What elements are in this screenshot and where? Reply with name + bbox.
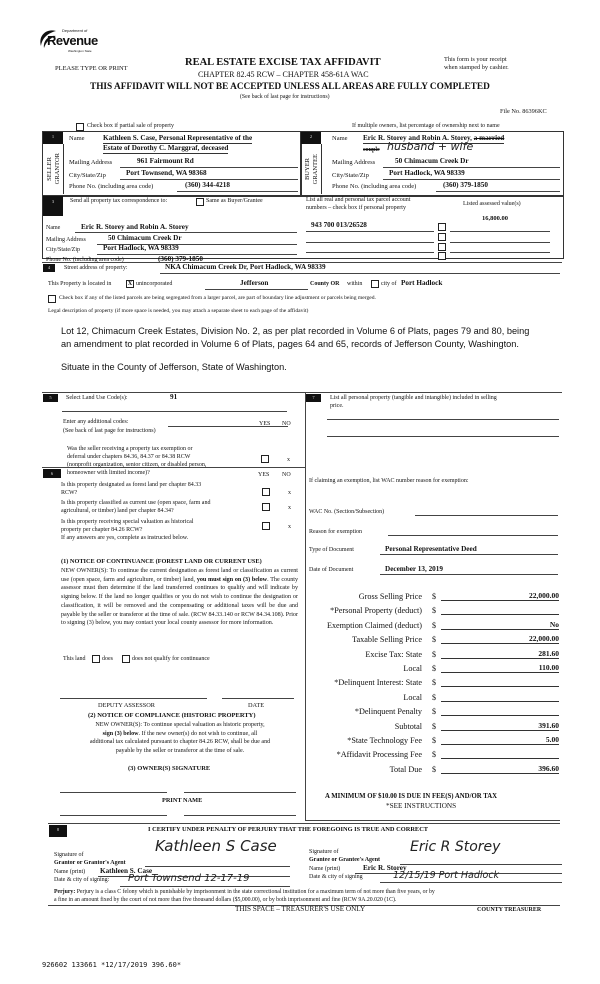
historic-q2: property per chapter 84.26 RCW? xyxy=(61,527,143,533)
corr-mailing-label: Mailing Address xyxy=(46,237,86,243)
fee-value[interactable]: 396.60 xyxy=(441,764,559,774)
corr-city[interactable]: Port Hadlock, WA 98339 xyxy=(103,244,179,252)
doc-type[interactable]: Personal Representative Deed xyxy=(385,545,477,553)
fee-value[interactable]: No xyxy=(441,620,559,630)
reason-field[interactable] xyxy=(388,535,558,536)
segregated-checkbox[interactable] xyxy=(48,295,56,303)
legal-label: Legal description of property (if more space is needed, you may attach a separate sheet to each page of the affidavit) xyxy=(48,308,309,314)
buyer-handwritten: husband + wife xyxy=(387,140,474,153)
parcel-number[interactable]: 943 700 013/26528 xyxy=(311,221,367,229)
personal-property-checkbox-1[interactable] xyxy=(438,223,446,231)
currency-sign: $ xyxy=(432,620,436,630)
exemption-no-answer[interactable]: x xyxy=(287,457,290,463)
seller-phone[interactable]: (360) 344-4218 xyxy=(185,181,230,189)
receipt-note-2: when stamped by cashier. xyxy=(444,64,509,71)
perjury-line-2: a fine in an amount fixed by the court of not more than five thousand dollars ($5,000.00), or by both imprisonment and fine (RCW 9A.20.020 (1C). xyxy=(54,897,397,903)
doc-type-label: Type of Document xyxy=(309,547,354,553)
exemption-q1: Was the seller receiving a property tax exemption or xyxy=(67,446,193,452)
grantor-signature[interactable]: Kathleen S Case xyxy=(155,837,277,855)
grantee-signature[interactable]: Eric R Storey xyxy=(410,839,501,855)
notice1-title: (1) NOTICE OF CONTINUANCE (FOREST LAND OR CURRENT USE) xyxy=(61,558,262,565)
parcel-header-1: List all real and personal tax parcel account xyxy=(306,197,411,203)
seller-label: SELLER xyxy=(45,157,53,181)
corr-name-label: Name xyxy=(46,225,61,231)
seller-side-label xyxy=(43,144,64,194)
buyer-side-label xyxy=(301,144,322,194)
form-subtitle: CHAPTER 82.45 RCW – CHAPTER 458-61A WAC xyxy=(198,70,369,79)
city-of-label: city of xyxy=(381,281,397,287)
cashier-stamp: 926602 133661 *12/17/2019 396.60* xyxy=(42,961,182,969)
land-use-label: Select Land Use Code(s): xyxy=(66,395,128,401)
fee-label: Exemption Claimed (deduct) xyxy=(326,620,422,630)
print-name-label: PRINT NAME xyxy=(162,797,203,804)
fee-label: Excise Tax: State xyxy=(365,649,422,659)
seller-name-label: Name xyxy=(69,135,85,142)
if-yes-note: If any answers are yes, complete as instructed below. xyxy=(61,535,189,541)
street-label: Street address of property: xyxy=(64,265,128,271)
fee-label: Local xyxy=(403,692,422,702)
reason-label: Reason for exemption xyxy=(309,529,362,535)
grantor-label: GRANTOR xyxy=(53,153,61,185)
same-as-buyer-label: Same as Buyer/Grantee xyxy=(206,198,263,204)
buyer-phone-label: Phone No. (including area code) xyxy=(332,183,417,190)
personal-property-label-2: price. xyxy=(330,403,344,409)
currency-sign: $ xyxy=(432,592,436,601)
historic-q1: Is this property receiving special valuation as historical xyxy=(61,519,194,525)
warning: THIS AFFIDAVIT WILL NOT BE ACCEPTED UNLESS ALL AREAS ARE FULLY COMPLETED xyxy=(90,82,490,92)
current-use-no-answer[interactable]: x xyxy=(288,505,291,511)
property-city[interactable]: Port Hadlock xyxy=(401,279,443,287)
buyer-mailing-label: Mailing Address xyxy=(332,159,376,166)
grantee-sig-of: Signature of xyxy=(309,849,339,855)
county-treasurer: COUNTY TREASURER xyxy=(477,907,542,913)
seller-phone-label: Phone No. (including area code) xyxy=(69,183,154,190)
corr-city-label: City/State/Zip xyxy=(46,247,80,253)
doc-date-label: Date of Document xyxy=(309,567,354,573)
personal-property-checkbox-2[interactable] xyxy=(438,233,446,241)
same-as-buyer-checkbox[interactable] xyxy=(196,198,204,206)
county[interactable]: Jefferson xyxy=(240,279,269,287)
seller-name-line2[interactable]: Estate of Dorothy C. Marggraf, deceased xyxy=(103,144,229,152)
logo-revenue: Revenue xyxy=(47,33,98,48)
fee-label: Subtotal xyxy=(394,721,422,731)
fee-value[interactable]: 281.60 xyxy=(441,649,559,659)
currency-sign: $ xyxy=(432,678,436,688)
section-4-badge: 4 xyxy=(43,264,55,272)
fee-value[interactable] xyxy=(441,605,559,615)
currency-sign: $ xyxy=(432,692,436,702)
grantee-label: GRANTEE xyxy=(311,153,319,185)
current-use-q2: agricultural, or timber) land per chapter 84.34? xyxy=(61,508,174,514)
currency-sign: $ xyxy=(432,736,436,745)
deputy-assessor-label: DEPUTY ASSESSOR xyxy=(98,702,155,709)
within-label: within xyxy=(347,281,363,287)
does-label: does xyxy=(102,656,113,662)
section-1-badge: 1 xyxy=(43,132,63,144)
fee-label: *Delinquent Interest: State xyxy=(334,678,422,688)
historic-no-answer[interactable]: x xyxy=(288,524,291,530)
form-title: REAL ESTATE EXCISE TAX AFFIDAVIT xyxy=(185,57,381,68)
fee-value[interactable] xyxy=(441,677,559,687)
fee-label: Gross Selling Price xyxy=(358,592,422,601)
correspondence-label: Send all property tax correspondence to: xyxy=(70,198,168,204)
partial-sale-checkbox[interactable] xyxy=(76,123,84,131)
doc-date[interactable]: December 13, 2019 xyxy=(385,565,443,573)
assessed-header: Listed assessed value(s) xyxy=(463,201,521,207)
fee-value[interactable]: 110.00 xyxy=(441,663,559,673)
parcel-header-2: numbers – check box if personal property xyxy=(306,205,406,211)
buyer-label: BUYER xyxy=(303,157,311,181)
receipt-note-1: This form is your receipt xyxy=(444,56,507,63)
buyer-phone[interactable]: (360) 379-1850 xyxy=(443,181,488,189)
seller-mailing-label: Mailing Address xyxy=(69,159,113,166)
unincorporated-label: unincorporated xyxy=(136,281,173,287)
current-use-q1: Is this property classified as current use (open space, farm and xyxy=(61,500,211,506)
currency-sign: $ xyxy=(432,750,436,760)
grantee-date-city[interactable]: 12/15/19 Port Hadlock xyxy=(393,870,500,881)
buyer-struck-1: a married xyxy=(473,134,505,142)
no-header-5: NO xyxy=(282,421,291,427)
wac-no-field[interactable] xyxy=(415,515,558,516)
does-not-checkbox[interactable] xyxy=(122,655,130,663)
owner-signature-label: (3) OWNER(S) SIGNATURE xyxy=(128,765,211,772)
currency-sign: $ xyxy=(432,707,436,717)
seller-city[interactable]: Port Townsend, WA 98368 xyxy=(126,169,207,177)
logo-state: Washington State xyxy=(68,49,92,53)
notice1-body: NEW OWNER(S): To continue the current designation as forest land or classification as current use (open space, farm and agriculture, or timber) land, you must sign on (3) below. The county assessor must then determine if the land transferred continues to qualify and will indicate by signing below. If the land no longer qualifies or you do not wish to continue the designation or classification, it will be removed and the compensating or additional taxes will be due and payable by the seller or transferor at the time of sale. (RCW 84.33.140 or RCW 84.34.108). Prior to signing (3) below, you may contact your local county assessor for more information. xyxy=(61,568,298,627)
fee-value[interactable]: 22,000.00 xyxy=(441,591,559,601)
grantee-agent-label: Grantee or Grantee's Agent xyxy=(309,857,381,863)
seller-city-label: City/State/Zip xyxy=(69,172,106,179)
current-use-yes-checkbox[interactable] xyxy=(262,503,270,511)
no-header-6: NO xyxy=(282,472,291,478)
currency-sign: $ xyxy=(432,635,436,645)
perjury-line-1: Perjury: Perjury is a class C felony which is punishable by imprisonment in the state correctional institution for a maximum term of not more than five years, or by xyxy=(54,889,435,895)
notice2-body: NEW OWNER(S): To continue special valuation as historic property, sign (3) below. If the new owner(s) do not wish to continue, all additional tax calculated pursuant to chapter 84.26 RCW, shall be due and payable by the seller or transferor at the time of sale. xyxy=(89,722,271,754)
see-back: (See back of last page for instructions) xyxy=(240,94,330,100)
unincorporated-checkbox[interactable]: X xyxy=(127,281,133,287)
fee-label: Taxable Selling Price xyxy=(352,635,422,645)
multiple-owners-label: If multiple owners, list percentage of ownership next to name xyxy=(352,123,500,129)
seller-mailing[interactable]: 961 Fairmount Rd xyxy=(137,157,194,165)
yes-header-6: YES xyxy=(258,472,270,478)
assessed-value[interactable]: 16,800.00 xyxy=(482,215,508,222)
notice2-title: (2) NOTICE OF COMPLIANCE (HISTORIC PROPERTY) xyxy=(88,712,256,719)
minimum-notice: A MINIMUM OF $10.00 IS DUE IN FEE(S) AND/OR TAX xyxy=(325,793,498,800)
wac-no-label: WAC No. (Section/Subsection) xyxy=(309,509,385,515)
currency-sign: $ xyxy=(432,764,436,774)
fee-value[interactable] xyxy=(441,692,559,702)
section-7-badge: 7 xyxy=(306,394,321,402)
section-5-badge: 5 xyxy=(43,394,58,402)
fee-value[interactable]: 22,000.00 xyxy=(441,634,559,644)
grantor-date-label: Date & city of signing: xyxy=(54,877,110,883)
fee-value[interactable]: 391.60 xyxy=(441,721,559,731)
grantee-date-label: Date & city of signing xyxy=(309,874,363,880)
personal-property-checkbox-3[interactable] xyxy=(438,243,446,251)
grantor-date-city[interactable]: Port Townsend 12-17-19 xyxy=(128,873,250,884)
dor-logo xyxy=(38,26,100,62)
currency-sign: $ xyxy=(432,649,436,659)
does-checkbox[interactable] xyxy=(92,655,100,663)
fee-value[interactable] xyxy=(441,706,559,716)
buyer-city[interactable]: Port Hadlock, WA 98339 xyxy=(389,169,465,177)
land-use-code[interactable]: 91 xyxy=(170,393,178,401)
fee-value[interactable] xyxy=(441,749,559,759)
buyer-name-label: Name xyxy=(332,135,348,142)
exemption-q2: deferral under chapters 84.36, 84.37 or 84.38 RCW xyxy=(67,454,191,460)
grantee-name[interactable]: Eric R. Storey xyxy=(363,864,407,872)
logo-dept: Department of xyxy=(62,28,88,33)
corr-mailing[interactable]: 50 Chimacum Creek Dr xyxy=(108,234,182,242)
buyer-mailing[interactable]: 50 Chimacum Creek Dr xyxy=(395,157,469,165)
personal-property-checkbox-4[interactable] xyxy=(438,252,446,260)
corr-phone[interactable]: (360) 379-1850 xyxy=(158,255,203,263)
grantor-name[interactable]: Kathleen S. Case xyxy=(100,867,153,875)
buyer-struck-2: couple xyxy=(363,147,380,153)
currency-sign: $ xyxy=(432,606,436,616)
additional-codes-label: Enter any additional codes: xyxy=(63,419,129,425)
date-label: DATE xyxy=(248,702,265,709)
treasurer-use: THIS SPACE – TREASURER'S USE ONLY xyxy=(235,905,366,913)
corr-phone-label: Phone No. (including area code) xyxy=(46,257,124,263)
currency-sign: $ xyxy=(432,721,436,731)
forest-yes-checkbox[interactable] xyxy=(262,488,270,496)
segregated-label: Check box if any of the listed parcels are being segregated from a larger parcel, are part of boundary line adjustment or parcels being merged. xyxy=(59,295,376,301)
within-city-checkbox[interactable] xyxy=(371,280,379,288)
currency-sign: $ xyxy=(432,664,436,673)
forest-no-answer[interactable]: x xyxy=(288,490,291,496)
see-back-5: (See back of last page for instructions) xyxy=(63,428,156,434)
fee-label: *State Technology Fee xyxy=(347,736,422,745)
this-land-label: This land xyxy=(63,656,86,662)
grantor-agent-label: Grantor or Grantor's Agent xyxy=(54,860,126,866)
see-instructions: *SEE INSTRUCTIONS xyxy=(386,802,457,810)
personal-property-label-1: List all personal property (tangible and intangible) included in selling xyxy=(330,395,497,401)
forest-q1: Is this property designated as forest land per chapter 84.33 xyxy=(61,482,202,488)
please-type: PLEASE TYPE OR PRINT xyxy=(55,65,128,72)
exemption-wac-label: If claiming an exemption, list WAC number reason for exemption: xyxy=(309,478,469,484)
grantor-name-label: Name (print) xyxy=(54,869,86,875)
corr-name[interactable]: Eric R. Storey and Robin A. Storey xyxy=(81,223,189,231)
certify-statement: I CERTIFY UNDER PENALTY OF PERJURY THAT THE FOREGOING IS TRUE AND CORRECT xyxy=(148,826,429,833)
historic-yes-checkbox[interactable] xyxy=(262,522,270,530)
fee-value[interactable]: 5.00 xyxy=(441,735,559,745)
file-no: File No. 86396KC xyxy=(500,108,547,115)
fee-label: Total Due xyxy=(389,764,422,774)
legal-description-2: an amendment to plat recorded in Volume 6 of Plats, pages 64 and 65, records of Jefferson County, Washington. xyxy=(61,339,519,349)
fee-label: *Personal Property (deduct) xyxy=(330,606,422,616)
does-not-label: does not qualify for continuance xyxy=(132,656,210,662)
yes-header-5: YES xyxy=(259,421,271,427)
seller-name-line1[interactable]: Kathleen S. Case, Personal Representative of the xyxy=(103,134,253,142)
fee-label: Local xyxy=(403,664,422,673)
section-2-badge: 2 xyxy=(301,132,321,144)
property-street[interactable]: NKA Chimacum Creek Dr, Port Hadlock, WA 98339 xyxy=(165,263,326,271)
grantee-name-label: Name (print) xyxy=(309,866,341,872)
partial-sale-label: Check box if partial sale of property xyxy=(87,123,174,129)
buyer-city-label: City/State/Zip xyxy=(332,172,369,179)
forest-q2: RCW? xyxy=(61,490,78,496)
county-or: County OR xyxy=(310,281,340,287)
deputy-assessor-line xyxy=(60,698,207,699)
date-line xyxy=(222,698,294,699)
legal-description-3: Situate in the County of Jefferson, State of Washington. xyxy=(61,362,287,372)
legal-description-1: Lot 12, Chimacum Creek Estates, Division No. 2, as per plat recorded in Volume 6 of Plats, pages 79 and 80, being xyxy=(61,326,530,336)
located-label: This Property is located in xyxy=(48,281,112,287)
section-6-badge: 6 xyxy=(43,469,61,478)
fee-label: *Affidavit Processing Fee xyxy=(336,750,422,760)
exemption-q3: (nonprofit organization, senior citizen, or disabled person, xyxy=(67,462,207,468)
exemption-q4: homeowner with limited income)? xyxy=(67,470,150,476)
fee-label: *Delinquent Penalty xyxy=(354,707,422,717)
section-3-badge: 3 xyxy=(43,196,63,216)
section-8-badge: 8 xyxy=(49,825,67,837)
buyer-name-text: Eric R. Storey and Robin A. Storey, xyxy=(363,134,472,142)
grantor-sig-of: Signature of xyxy=(54,852,84,858)
exemption-yes-checkbox[interactable] xyxy=(261,455,269,463)
